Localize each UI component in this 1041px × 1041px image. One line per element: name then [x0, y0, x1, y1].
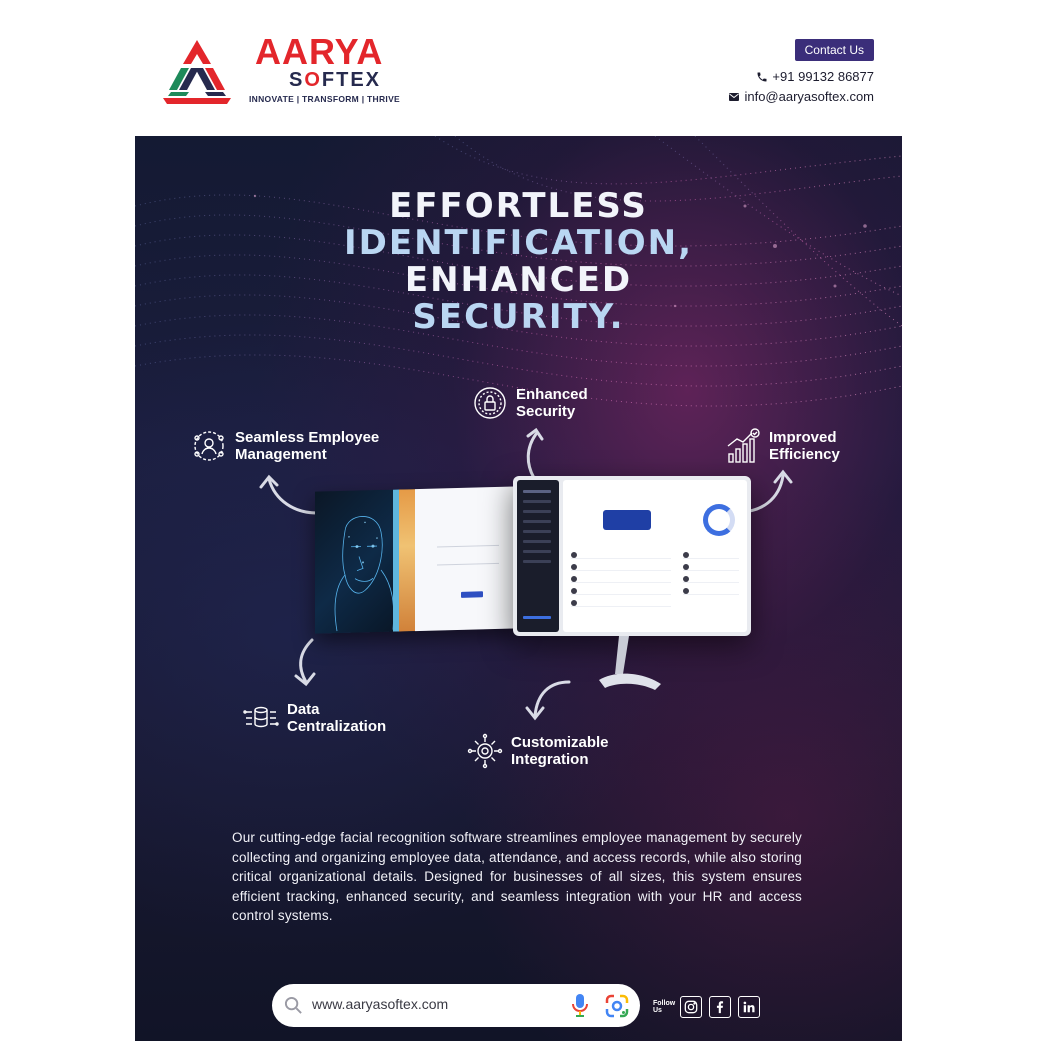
- linkedin-icon[interactable]: [738, 996, 760, 1018]
- sidebar-item: [523, 530, 551, 533]
- dashboard-row: [571, 600, 671, 607]
- tablet-edge-strip: [399, 489, 415, 631]
- headline-line-2: IDENTIFICATION,: [343, 223, 693, 263]
- avatar: [683, 552, 689, 558]
- poster: [135, 136, 902, 1041]
- brand-sub-suffix: FTEX: [321, 69, 382, 91]
- headline: [135, 188, 902, 336]
- sidebar-item: [523, 560, 551, 563]
- feature-customizable-integration: [467, 733, 609, 769]
- facebook-icon[interactable]: [709, 996, 731, 1018]
- phone-contact[interactable]: [756, 69, 874, 84]
- avatar: [571, 564, 577, 570]
- dashboard-ring-chart: [703, 504, 735, 536]
- users-network-icon: [191, 428, 227, 464]
- contact-us-button[interactable]: Contact Us: [795, 39, 874, 61]
- dashboard-main: [563, 480, 747, 632]
- dashboard-row: [571, 552, 671, 559]
- feature-improved-efficiency: [725, 428, 840, 464]
- headline-line-1: EFFORTLESS: [389, 186, 648, 226]
- database-network-icon: [243, 700, 279, 736]
- sidebar-item: [523, 490, 551, 493]
- headline-line-4: SECURITY.: [412, 297, 625, 337]
- dashboard-row: [683, 564, 739, 571]
- sidebar-item: [523, 550, 551, 553]
- email-address: info@aaryasoftex.com: [744, 89, 874, 104]
- follow-line-2: Us: [653, 1007, 662, 1014]
- feature-label-line-2: Integration: [511, 751, 589, 768]
- sidebar-item: [523, 500, 551, 503]
- feature-employee-management: [191, 428, 379, 464]
- monitor-stand: [595, 636, 665, 694]
- face-scan-tablet: [315, 486, 520, 633]
- dashboard-row: [571, 576, 671, 583]
- curved-arrow-icon: [290, 636, 325, 688]
- product-description: Our cutting-edge facial recognition software streamlines employee management by securely collecting and organizing employee data, attendance, and access records, while also storing critical organizational details. Designed for businesses of all sizes, this system ensures efficient tracking, enhanced security, and seamless integration with your HR and access control systems.: [232, 830, 802, 923]
- phone-icon: [756, 71, 768, 83]
- dashboard-row: [683, 576, 739, 583]
- feature-label-line-1: Improved: [769, 429, 837, 446]
- login-button: [461, 591, 483, 598]
- search-icon: [284, 996, 303, 1015]
- feature-label-line-2: Efficiency: [769, 446, 840, 463]
- instagram-icon[interactable]: [680, 996, 702, 1018]
- shield-lock-icon: [472, 385, 508, 421]
- avatar: [571, 588, 577, 594]
- follow-line-1: Follow: [653, 1000, 676, 1007]
- follow-us-label: [653, 1000, 675, 1014]
- curved-arrow-icon: [523, 676, 573, 721]
- feature-label-line-1: Enhanced: [516, 386, 588, 403]
- feature-label-line-1: Data: [287, 701, 320, 718]
- dashboard-row: [683, 552, 739, 559]
- brand-sub-prefix: S: [289, 69, 305, 91]
- feature-label-line-2: Management: [235, 446, 327, 463]
- login-field: [437, 557, 499, 566]
- brand-name: AARYA: [255, 31, 384, 72]
- feature-label: [235, 429, 379, 463]
- avatar: [571, 552, 577, 558]
- brand-sub-o: O: [304, 69, 322, 91]
- feature-enhanced-security: [472, 385, 588, 421]
- feature-label: [511, 734, 609, 768]
- feature-label-line-2: Security: [516, 403, 576, 420]
- avatar: [683, 564, 689, 570]
- login-field: [437, 539, 499, 548]
- curved-arrow-icon: [520, 426, 550, 481]
- feature-label-line-2: Centralization: [287, 718, 387, 735]
- phone-number: +91 99132 86877: [772, 69, 874, 84]
- feature-label: [769, 429, 840, 463]
- feature-label: [516, 386, 588, 420]
- website-search-bar[interactable]: [272, 984, 640, 1027]
- feature-label: [287, 701, 386, 735]
- sidebar-item: [523, 520, 551, 523]
- feature-data-centralization: [243, 700, 386, 736]
- logo-triangle-icon: [159, 38, 235, 106]
- face-login-screen: [415, 486, 520, 631]
- dashboard-monitor: [513, 476, 751, 636]
- sidebar-item: [523, 616, 551, 619]
- email-contact[interactable]: [728, 89, 874, 104]
- mail-icon: [728, 91, 740, 103]
- header: [135, 0, 902, 136]
- dashboard-row: [571, 564, 671, 571]
- brand-tagline: INNOVATE | TRANSFORM | THRIVE: [249, 94, 401, 104]
- brand-sub: [247, 70, 400, 90]
- google-lens-icon[interactable]: [605, 994, 629, 1018]
- headline-line-3: ENHANCED: [404, 260, 633, 300]
- website-url[interactable]: www.aaryasoftex.com: [312, 996, 449, 1012]
- brand-wordmark: [247, 31, 401, 104]
- feature-label-line-1: Customizable: [511, 734, 609, 751]
- feature-label-line-1: Seamless Employee: [235, 429, 380, 446]
- sidebar-item: [523, 510, 551, 513]
- dashboard-row: [683, 588, 739, 595]
- dashboard-row: [571, 588, 671, 595]
- dashboard-stat-card: [603, 510, 651, 530]
- avatar: [683, 588, 689, 594]
- growth-chart-icon: [725, 428, 761, 464]
- avatar: [571, 600, 577, 606]
- dashboard-sidebar: [517, 480, 559, 632]
- sidebar-item: [523, 540, 551, 543]
- avatar: [571, 576, 577, 582]
- avatar: [683, 576, 689, 582]
- microphone-icon[interactable]: [572, 993, 588, 1018]
- face-scan-screen: [315, 489, 415, 634]
- gear-integration-icon: [467, 733, 503, 769]
